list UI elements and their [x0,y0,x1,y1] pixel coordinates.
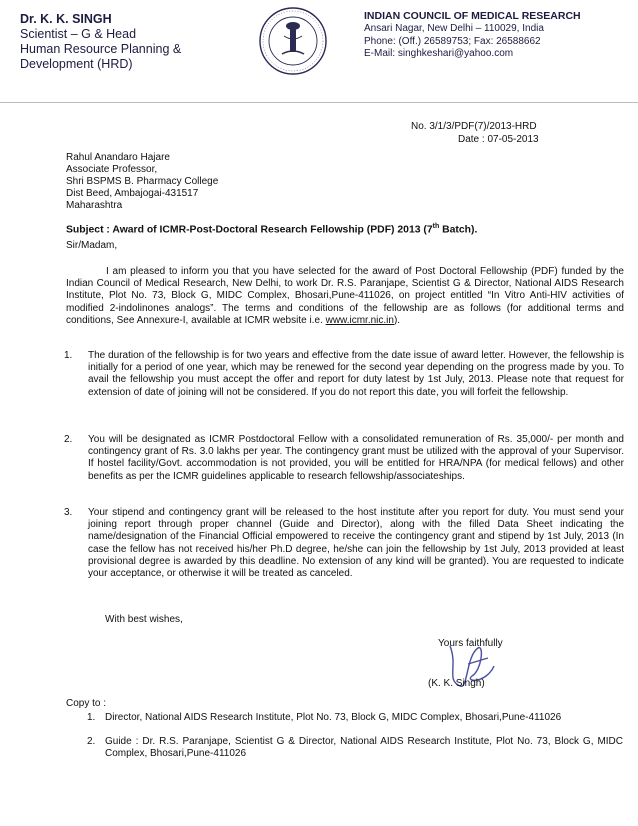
org-address-line-2: Phone: (Off.) 26589753; Fax: 26588662 [364,35,541,47]
condition-item [64,350,624,399]
copy-to-number: 1. [87,712,96,723]
intro-tail: ). [393,314,401,326]
yours-faithfully: Yours faithfully [438,638,503,649]
copy-to-item [87,712,623,724]
subject-tail: Batch). [439,224,478,236]
letterhead-organization [364,10,634,61]
addressee-line-4: Dist Beed, Ambajogai-431517 [66,188,199,199]
reference-block [411,121,621,146]
condition-item [64,507,624,580]
organization-name: INDIAN COUNCIL OF MEDICAL RESEARCH [364,10,581,22]
addressee-block [66,152,366,212]
intro-text: I am pleased to inform you that you have selected for the award of Post Doctoral Fellowship (PDF) funded by the Indian Council of Medical Research, New Delhi, to work Dr. R.S. Paranjape, Scientist G & Director, National AIDS Research Institute, Plot No. 73, Block G, MIDC Complex, Bhosari,Pune-411026, on project entitled “In Vitro Anti-HIV activities of modified 2-indolinones analogs”. The terms and conditions of the fellowship are as follows (for additional terms and conditions, See Annexure-I, available at ICMR website i.e. [66,266,624,326]
header-divider [0,102,638,103]
reference-number: No. 3/1/3/PDF(7)/2013-HRD [411,121,537,132]
condition-item [64,434,624,483]
icmr-website-link[interactable]: www.icmr.nic.in [325,314,394,326]
sender-designation-2: Human Resource Planning & [20,42,182,56]
condition-number: 2. [64,434,73,445]
addressee-line-3: Shri BSPMS B. Pharmacy College [66,176,219,187]
copy-to-number: 2. [87,736,96,747]
condition-number: 3. [64,507,73,518]
subject-text: Subject : Award of ICMR-Post-Doctoral Research Fellowship (PDF) 2013 (7 [66,224,433,236]
signatory-name: (K. K. Singh) [428,678,485,689]
subject-superscript: th [432,223,440,230]
subject-line [66,220,626,236]
closing-line: With best wishes, [105,614,183,625]
letterhead-sender [20,12,250,72]
condition-text: Your stipend and contingency grant will be released to the host institute after you report for duty. You must send your joining report through proper channel (Guide and Director), along with the filled Data Sheet indicating the name/designation of the Financial Official empowered to receive the contingency grant and stipend by 1st July, 2013 (In case the fellow has not received his/her Ph.D degree, he/she can join the fellowship by 1st July, 2013 provided at least provisional degree is awarded by this deadline. No extension of any kind will be granted). You are requested to indicate your acceptance, or otherwise it will be treated as canceled. [88,507,624,580]
letter-date: Date : 07-05-2013 [458,133,539,145]
org-address-line-1: Ansari Nagar, New Delhi – 110029, India [364,23,544,34]
sender-name: Dr. K. K. SINGH [20,12,112,26]
org-address-line-3: E-Mail: singhkeshari@yahoo.com [364,48,514,59]
copy-to-text: Guide : Dr. R.S. Paranjape, Scientist G & Director, National AIDS Research Institute, Plot No. 73, Block G, MIDC Complex, Bhosari,Pune-411026 [105,736,623,760]
condition-number: 1. [64,350,73,361]
signature-block [420,630,530,700]
condition-text: The duration of the fellowship is for two years and effective from the date issue of award letter. However, the fellowship is initially for a period of one year, which may be renewed for the second year depending on the progress made by you. To avail the fellowship you must accept the offer and report for duty latest by 1st July, 2013. Please note that request for extension of date of joining will not be considered. If you do not report this date, you will forfeit the fellowship. [88,350,624,398]
intro-paragraph [66,266,624,327]
copy-to-item [87,736,623,760]
addressee-line-1: Rahul Anandaro Hajare [66,152,170,163]
sender-designation-1: Scientist – G & Head [20,27,137,41]
salutation: Sir/Madam, [66,240,118,251]
copy-to-text: Director, National AIDS Research Institute, Plot No. 73, Block G, MIDC Complex, Bhosari,Pune-411026 [105,712,562,723]
addressee-line-5: Maharashtra [66,200,123,211]
icmr-seal-icon [258,6,328,76]
copy-to-label: Copy to : [66,698,107,709]
addressee-line-2: Associate Professor, [66,164,158,175]
condition-text: You will be designated as ICMR Postdoctoral Fellow with a consolidated remuneration of Rs. 35,000/- per month and contingency grant of Rs. 3.0 lakhs per year. The contingency grant must be utilized with the approval of your Supervisor. If hostel facility/Govt. accommodation is not provided, you will be entitled for HRA/NPA (for medical fellows) and other benefits as per the ICMR guidelines applicable to research fellowship/associateships. [88,434,624,482]
sender-designation-3: Development (HRD) [20,57,133,71]
